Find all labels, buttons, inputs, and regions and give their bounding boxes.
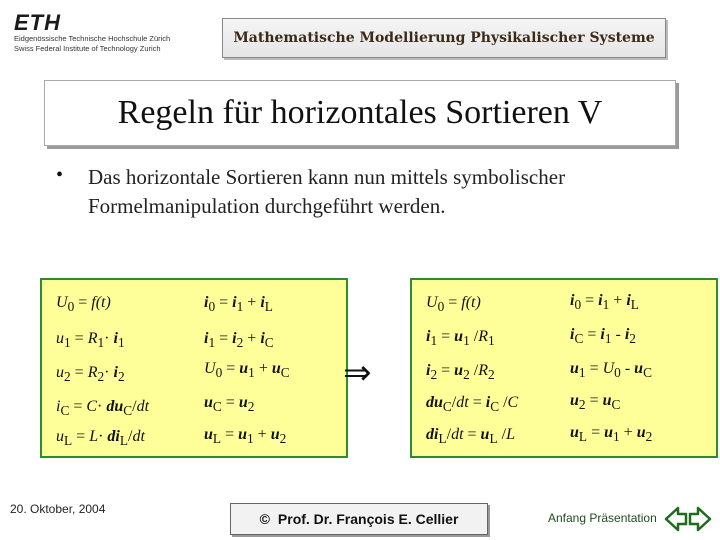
equation: $u_2 = R_2\cdot i_2$	[56, 364, 125, 385]
implies-arrow: ⇒	[343, 353, 372, 393]
equation: $i_C = C\cdot du_C/dt$	[56, 398, 150, 419]
start-presentation-link[interactable]: Anfang Präsentation	[548, 511, 657, 525]
equation: $i_2 = u_2$ $/R_2$	[426, 362, 495, 383]
bullet-text: Das horizontale Sortieren kann nun mittels symbolischer Formelmanipulation durchgeführt werden.	[88, 165, 566, 218]
equation: $u_L = u_1 + u_2$	[570, 424, 653, 445]
equation: $u_L = u_1 + u_2$	[204, 426, 287, 447]
slide-title: Regeln für horizontales Sortieren V	[44, 80, 676, 146]
eth-logo-line-2: Swiss Federal Institute of Technology Zurich	[14, 44, 161, 53]
equations-box-unsorted	[40, 278, 348, 458]
next-arrow-icon[interactable]	[690, 508, 710, 530]
equation: $U_0 = u_1 + u_C$	[204, 360, 290, 381]
eth-logo-line-1: Eidgenössische Technische Hochschule Zürich	[14, 34, 171, 43]
equation: $i_1 = u_1$ $/R_1$	[426, 328, 495, 349]
nav-arrows	[664, 505, 712, 533]
equation: $i_0 = i_1 + i_L$	[570, 292, 639, 313]
equation: $U_0 = f(t)$	[426, 294, 481, 315]
equation: $U_0 = f(t)$	[56, 294, 111, 315]
slide-date: 20. Oktober, 2004	[10, 502, 106, 516]
equation: $i_1 = i_2 + i_C$	[204, 330, 274, 351]
equation: $u_1 = U_0 - u_C$	[570, 360, 652, 381]
eth-logo	[14, 12, 184, 54]
eth-logo-text: ETH	[14, 10, 61, 35]
prev-arrow-icon[interactable]	[666, 508, 686, 530]
equation: $di_L/dt = u_L$ /L	[426, 426, 515, 447]
equation: $du_C/dt = i_C$ /C	[426, 394, 519, 415]
equation: $u_L = L\cdot di_L/dt$	[56, 428, 145, 449]
copyright-icon: ©	[259, 511, 270, 527]
equations-box-sorted	[410, 278, 718, 458]
equation: $u_2 = u_C$	[570, 392, 621, 413]
bullet-marker: •	[56, 164, 64, 186]
equation: $u_C = u_2$	[204, 394, 255, 415]
equation: $i_C = i_1 - i_2$	[570, 326, 636, 347]
equation: $u_1 = R_1\cdot i_1$	[56, 330, 125, 351]
equation: $i_0 = i_1 + i_L$	[204, 294, 273, 315]
author-name: Prof. Dr. François E. Cellier	[277, 511, 459, 527]
course-title-banner: Mathematische Modellierung Physikalischer Systeme	[222, 18, 666, 58]
author-footer	[230, 503, 488, 535]
